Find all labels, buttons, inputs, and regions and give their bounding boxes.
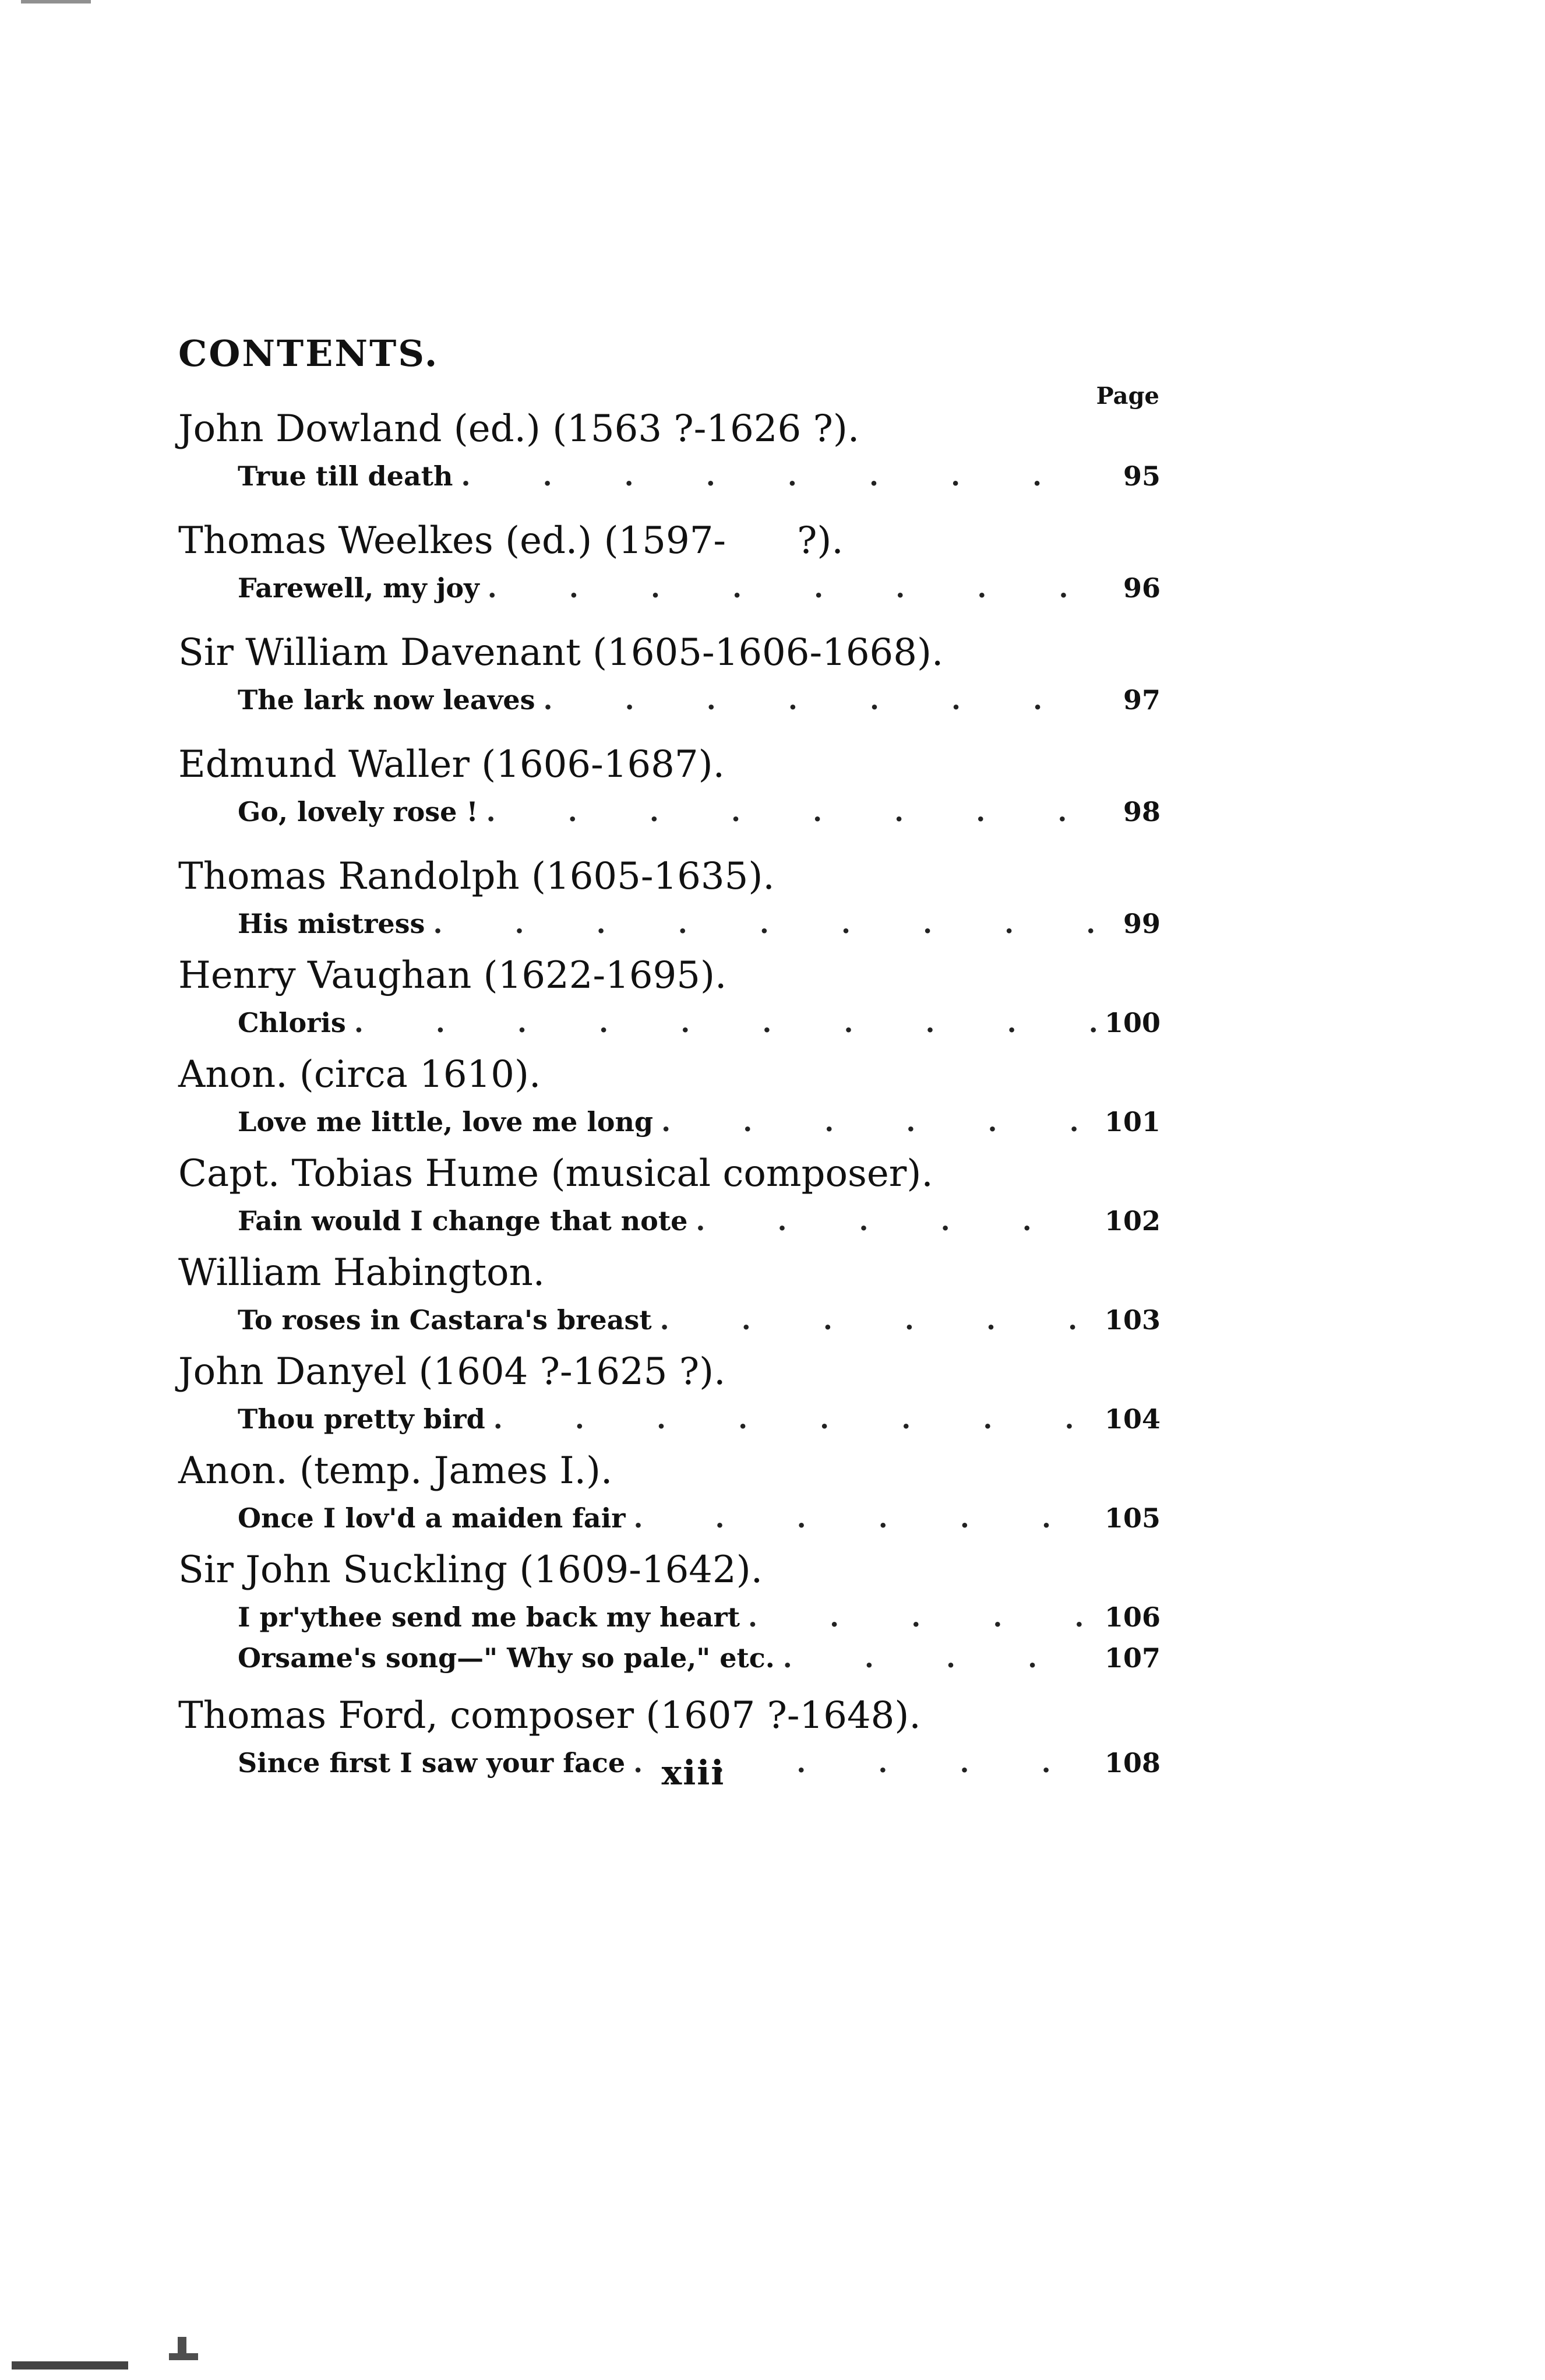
page-number: 104	[1104, 1403, 1160, 1435]
scan-mark	[21, 0, 91, 3]
page-number: 107	[1104, 1642, 1160, 1674]
scan-mark	[169, 2337, 198, 2360]
author-heading: Anon. (temp. James I.).	[178, 1449, 613, 1492]
toc-item	[238, 1200, 1160, 1241]
toc-item	[238, 1498, 1160, 1538]
poem-title: Chloris	[238, 1007, 346, 1038]
toc-entry	[178, 1444, 1160, 1538]
page-number: 98	[1123, 796, 1160, 828]
poem-title: His mistress	[238, 908, 425, 939]
author-heading: Henry Vaughan (1622-1695).	[178, 954, 727, 997]
poem-title: Thou pretty bird	[238, 1403, 485, 1435]
toc-entry	[178, 514, 1160, 608]
poem-title: Orsame's song—" Why so pale," etc.	[238, 1642, 775, 1674]
dot-leader	[660, 1300, 1096, 1340]
toc-item	[238, 791, 1160, 832]
page-number: 103	[1104, 1304, 1160, 1336]
author-heading: John Dowland (ed.) (1563 ?-1626 ?).	[178, 407, 860, 450]
poem-title: I pr'ythee send me back my heart	[238, 1601, 740, 1633]
toc-item	[238, 1399, 1160, 1439]
dot-leader	[461, 456, 1106, 497]
toc-entry	[178, 626, 1160, 720]
page-number: 108	[1104, 1747, 1160, 1779]
author-heading: John Danyel (1604 ?-1625 ?).	[178, 1350, 726, 1393]
dot-leader	[748, 1597, 1096, 1638]
page-number: 102	[1104, 1205, 1160, 1237]
dot-leader	[544, 680, 1106, 720]
page-number: 106	[1104, 1601, 1160, 1633]
author-heading: Thomas Weelkes (ed.) (1597- ?).	[178, 519, 844, 562]
dot-leader	[783, 1638, 1096, 1678]
toc-item	[238, 680, 1160, 720]
dot-leader	[696, 1200, 1096, 1241]
toc-entry	[178, 1345, 1160, 1439]
dot-leader	[493, 1399, 1096, 1439]
page-number: 95	[1123, 460, 1160, 492]
contents-heading: CONTENTS.	[178, 332, 439, 375]
table-of-contents	[178, 402, 1160, 1783]
toc-item	[238, 1597, 1160, 1638]
page-column-label: Page	[1096, 382, 1159, 410]
toc-entry	[178, 1246, 1160, 1340]
toc-entry	[178, 738, 1160, 832]
toc-item	[238, 1002, 1160, 1043]
poem-title: Love me little, love me long	[238, 1106, 654, 1138]
author-heading: Sir William Davenant (1605-1606-1668).	[178, 631, 944, 674]
page-number: 101	[1104, 1106, 1160, 1138]
poem-title: To roses in Castara's breast	[238, 1304, 652, 1336]
author-heading: Anon. (circa 1610).	[178, 1053, 541, 1096]
poem-title: Go, lovely rose !	[238, 796, 478, 828]
toc-item	[238, 568, 1160, 608]
dot-leader	[488, 568, 1106, 608]
author-heading: Thomas Ford, composer (1607 ?-1648).	[178, 1694, 921, 1737]
toc-item	[238, 1638, 1160, 1678]
poem-title: The lark now leaves	[238, 684, 535, 716]
dot-leader	[354, 1002, 1096, 1043]
poem-title: Once I lov'd a maiden fair	[238, 1502, 626, 1534]
toc-entry	[178, 1048, 1160, 1142]
toc-entry	[178, 850, 1160, 944]
toc-entry	[178, 949, 1160, 1043]
poem-title: Farewell, my joy	[238, 572, 479, 604]
author-heading: William Habington.	[178, 1251, 545, 1294]
toc-entry	[178, 1147, 1160, 1241]
dot-leader	[486, 791, 1106, 832]
author-heading: Sir John Suckling (1609-1642).	[178, 1548, 763, 1592]
poem-title: Since first I saw your face	[238, 1747, 626, 1779]
toc-item	[238, 1300, 1160, 1340]
page-number: 100	[1104, 1007, 1160, 1038]
scan-mark	[12, 2361, 128, 2370]
toc-item	[238, 456, 1160, 497]
dot-leader	[633, 1498, 1096, 1538]
page-number: 105	[1104, 1502, 1160, 1534]
dot-leader	[433, 903, 1106, 944]
toc-item	[238, 1101, 1160, 1142]
toc-entry	[178, 402, 1160, 497]
folio-page-number: xiii	[661, 1753, 725, 1793]
poem-title: True till death	[238, 460, 453, 492]
page-number: 97	[1123, 684, 1160, 716]
author-heading: Edmund Waller (1606-1687).	[178, 743, 725, 786]
author-heading: Thomas Randolph (1605-1635).	[178, 855, 775, 898]
toc-item	[238, 903, 1160, 944]
author-heading: Capt. Tobias Hume (musical composer).	[178, 1152, 933, 1195]
page-number: 99	[1123, 908, 1160, 939]
page-number: 96	[1123, 572, 1160, 604]
poem-title: Fain would I change that note	[238, 1205, 688, 1237]
dot-leader	[661, 1101, 1096, 1142]
toc-entry	[178, 1543, 1160, 1678]
